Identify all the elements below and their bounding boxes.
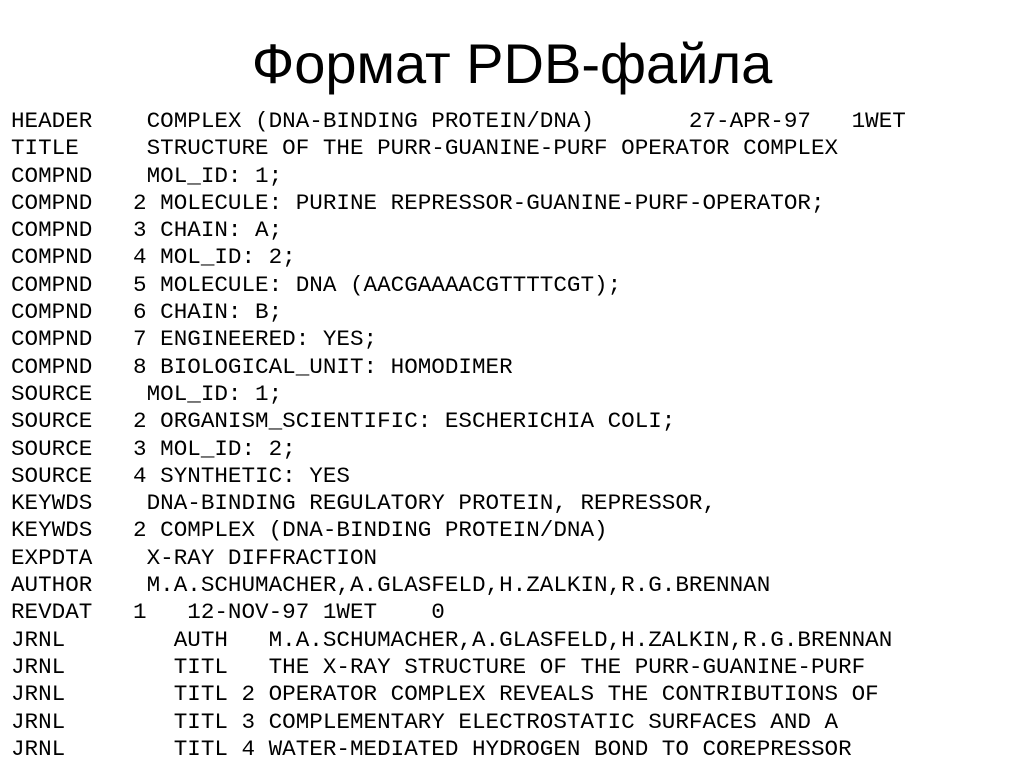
pdb-line-source: SOURCE 2 ORGANISM_SCIENTIFIC: ESCHERICHIA COLI;	[11, 408, 676, 435]
pdb-line-compnd: COMPND 5 MOLECULE: DNA (AACGAAAACGTTTTCGT);	[11, 271, 622, 298]
pdb-line-source: SOURCE 4 SYNTHETIC: YES	[11, 462, 350, 489]
pdb-line-title: TITLE STRUCTURE OF THE PURR-GUANINE-PURF OPERATOR COMPLEX	[11, 135, 839, 162]
pdb-line-compnd: COMPND MOL_ID: 1;	[11, 162, 283, 189]
pdb-record-list	[11, 108, 906, 763]
pdb-line-jrnl: JRNL AUTH M.A.SCHUMACHER,A.GLASFELD,H.ZALKIN,R.G.BRENNAN	[11, 626, 893, 653]
pdb-line-compnd: COMPND 4 MOL_ID: 2;	[11, 244, 296, 271]
pdb-line-compnd: COMPND 6 CHAIN: B;	[11, 299, 283, 326]
pdb-line-author: AUTHOR M.A.SCHUMACHER,A.GLASFELD,H.ZALKIN,R.G.BRENNAN	[11, 572, 771, 599]
pdb-line-keywds: KEYWDS 2 COMPLEX (DNA-BINDING PROTEIN/DNA)	[11, 517, 608, 544]
pdb-line-jrnl: JRNL TITL THE X-RAY STRUCTURE OF THE PURR-GUANINE-PURF	[11, 653, 866, 680]
pdb-line-revdat: REVDAT 1 12-NOV-97 1WET 0	[11, 599, 445, 626]
pdb-line-keywds: KEYWDS DNA-BINDING REGULATORY PROTEIN, REPRESSOR,	[11, 490, 717, 517]
pdb-line-compnd: COMPND 2 MOLECULE: PURINE REPRESSOR-GUANINE-PURF-OPERATOR;	[11, 189, 825, 216]
pdb-line-jrnl: JRNL TITL 2 OPERATOR COMPLEX REVEALS THE CONTRIBUTIONS OF	[11, 681, 879, 708]
pdb-line-source: SOURCE MOL_ID: 1;	[11, 380, 283, 407]
pdb-line-compnd: COMPND 8 BIOLOGICAL_UNIT: HOMODIMER	[11, 353, 513, 380]
pdb-line-expdta: EXPDTA X-RAY DIFFRACTION	[11, 544, 378, 571]
pdb-line-jrnl: JRNL TITL 4 WATER-MEDIATED HYDROGEN BOND TO COREPRESSOR	[11, 735, 852, 762]
pdb-line-jrnl: JRNL TITL 3 COMPLEMENTARY ELECTROSTATIC SURFACES AND A	[11, 708, 839, 735]
pdb-line-source: SOURCE 3 MOL_ID: 2;	[11, 435, 296, 462]
pdb-line-compnd: COMPND 7 ENGINEERED: YES;	[11, 326, 378, 353]
slide-title: Формат PDB-файла	[251, 32, 773, 95]
pdb-line-header: HEADER COMPLEX (DNA-BINDING PROTEIN/DNA) 27-APR-97 1WET	[11, 108, 906, 134]
pdb-line-compnd: COMPND 3 CHAIN: A;	[11, 217, 283, 244]
